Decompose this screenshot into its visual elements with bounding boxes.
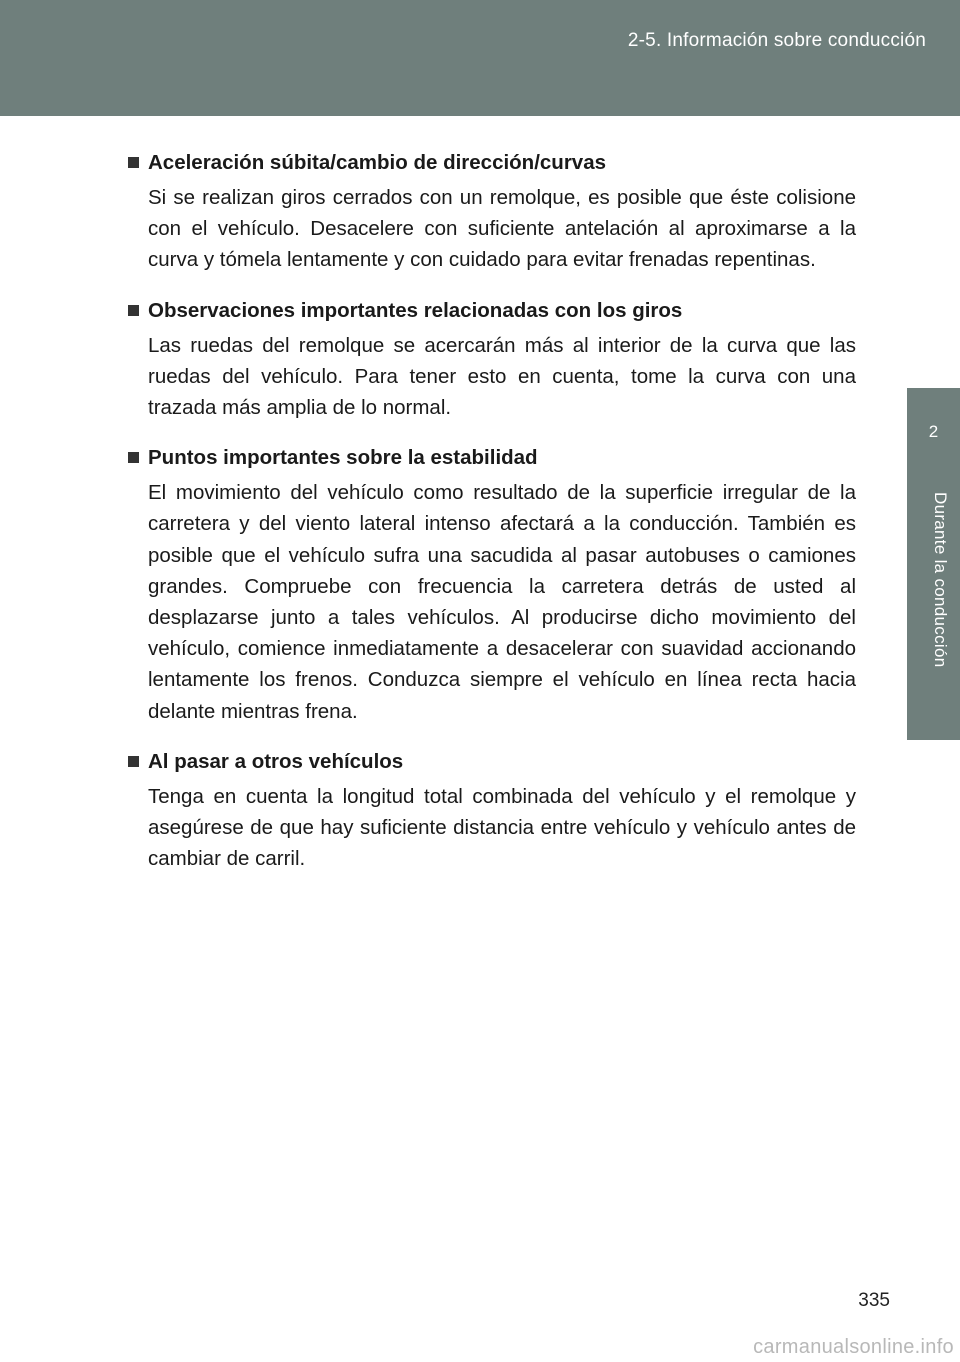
item-body: Las ruedas del remolque se acercarán más al interior de la curva que las ruedas del vehículo. Para tener esto en cuenta, tome la curva con una trazada más amplia de lo normal.	[148, 333, 856, 420]
item-body: Tenga en cuenta la longitud total combinada del vehículo y el remolque y asegúrese de que hay suficiente distancia entre vehículo y vehículo antes de cambiar de carril.	[148, 784, 856, 871]
square-bullet-icon	[128, 452, 139, 463]
item-heading-text: Puntos importantes sobre la estabilidad	[148, 446, 538, 470]
watermark: carmanualsonline.info	[753, 1336, 954, 1358]
page-number: 335	[858, 1290, 890, 1311]
item-body: El movimiento del vehículo como resultado de la superficie irregular de la carretera y del viento lateral intenso afectará a la conducción. También es posible que el vehículo sufra una sacudida al pasar autobuses o camiones grandes. Compruebe con frecuencia la carretera detrás de usted al desplazarse junto a tales vehículos. Al producirse dicho movimiento del vehículo, comience inmediatamente a desacelerar con suavidad accionando lentamente los frenos. Conduzca siempre el vehículo en línea recta hacia delante mientras frena.	[148, 481, 856, 723]
chapter-label: Durante la conducción	[931, 492, 950, 668]
section-item	[126, 296, 856, 424]
square-bullet-icon	[128, 157, 139, 168]
side-tab-spacer	[907, 116, 960, 388]
square-bullet-icon	[128, 756, 139, 767]
section-item	[126, 747, 856, 875]
side-tab-chapter-number[interactable]	[907, 388, 960, 484]
section-item	[126, 443, 856, 727]
item-heading-text: Observaciones importantes relacionadas con los giros	[148, 298, 683, 322]
item-heading	[126, 747, 856, 777]
item-body: Si se realizan giros cerrados con un remolque, es posible que éste colisione con el vehículo. Desacelere con suficiente antelación al aproximarse a la curva y tómela lentamente y con cuidado para evitar frenadas repentinas.	[148, 186, 856, 272]
item-heading	[126, 443, 856, 473]
item-heading-text: Al pasar a otros vehículos	[148, 749, 404, 773]
chapter-number: 2	[928, 422, 939, 441]
item-heading-text: Aceleración súbita/cambio de dirección/curvas	[148, 151, 607, 174]
header-band	[0, 0, 960, 116]
item-heading	[126, 148, 856, 178]
section-item	[126, 148, 856, 276]
item-heading	[126, 296, 856, 326]
main-content	[126, 148, 856, 894]
square-bullet-icon	[128, 305, 139, 316]
section-title: 2-5. Información sobre conducción	[627, 30, 926, 51]
